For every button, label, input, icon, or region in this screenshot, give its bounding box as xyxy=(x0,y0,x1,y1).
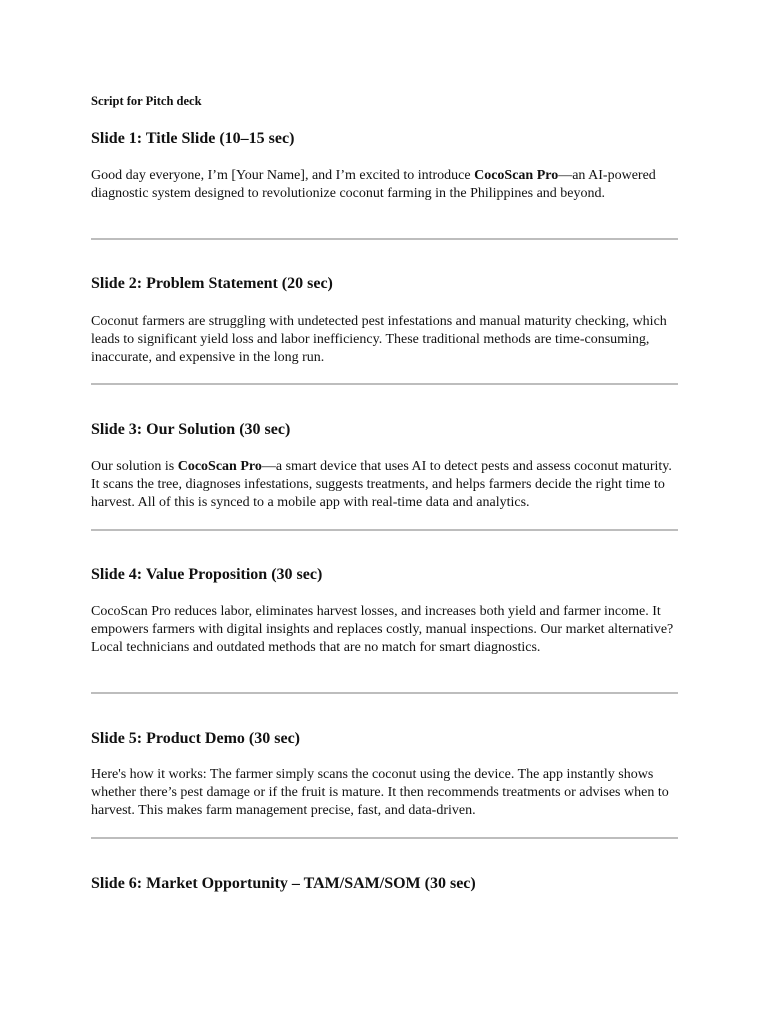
section-divider xyxy=(91,692,678,694)
slide-4-section xyxy=(91,565,678,585)
slide-1-heading: Slide 1: Title Slide (10–15 sec) xyxy=(91,130,295,147)
slide-2-section xyxy=(91,274,678,294)
section-divider xyxy=(91,837,678,839)
slide-6-section xyxy=(91,874,678,894)
document-title: Script for Pitch deck xyxy=(91,94,202,108)
slide-5-section xyxy=(91,729,678,749)
slide-4-heading: Slide 4: Value Proposition (30 sec) xyxy=(91,566,323,583)
slide-5-heading: Slide 5: Product Demo (30 sec) xyxy=(91,730,300,747)
slide-1-section xyxy=(91,129,678,149)
slide-4-text: CocoScan Pro reduces labor, eliminates harvest losses, and increases both yield and farmer income. It empowers farmers with digital insights and replaces costly, manual inspections. Our market alternative? Local technicians and outdated methods that are no match for smart diagnostics. xyxy=(91,604,674,656)
slide-1-text xyxy=(91,167,678,203)
slide-5-text: Here's how it works: The farmer simply scans the coconut using the device. The app instantly shows whether there’s pest damage or if the fruit is mature. It then recommends treatments or advises when to harvest. This makes farm management precise, fast, and data-driven. xyxy=(91,767,669,819)
section-divider xyxy=(91,529,678,531)
slide-1-text-after: —an AI-powered diagnostic system designed to revolutionize coconut farming in the Philippines and beyond. xyxy=(91,168,656,202)
slide-3-heading: Slide 3: Our Solution (30 sec) xyxy=(91,421,291,438)
slide-1-text-before: Good day everyone, I’m [Your Name], and I’m excited to introduce xyxy=(91,168,475,183)
slide-3-text-before: Our solution is xyxy=(91,459,178,474)
slide-2-text: Coconut farmers are struggling with undetected pest infestations and manual maturity checking, which leads to significant yield loss and labor inefficiency. These traditional methods are time-consuming, inaccurate, and expensive in the long run. xyxy=(91,314,667,366)
slide-2-heading: Slide 2: Problem Statement (20 sec) xyxy=(91,275,333,292)
product-name: CocoScan Pro xyxy=(177,459,262,474)
slide-3-text-after: —a smart device that uses AI to detect pests and assess coconut maturity. It scans the tree, diagnoses infestations, suggests treatments, and helps farmers decide the right time to harvest. All of this is synced to a mobile app with real-time data and analytics. xyxy=(91,459,672,511)
slide-3-section xyxy=(91,420,678,440)
slide-6-heading: Slide 6: Market Opportunity – TAM/SAM/SOM (30 sec) xyxy=(91,875,476,892)
product-name: CocoScan Pro xyxy=(474,168,559,183)
section-divider xyxy=(91,383,678,385)
slide-3-text xyxy=(91,458,678,513)
section-divider xyxy=(91,238,678,240)
